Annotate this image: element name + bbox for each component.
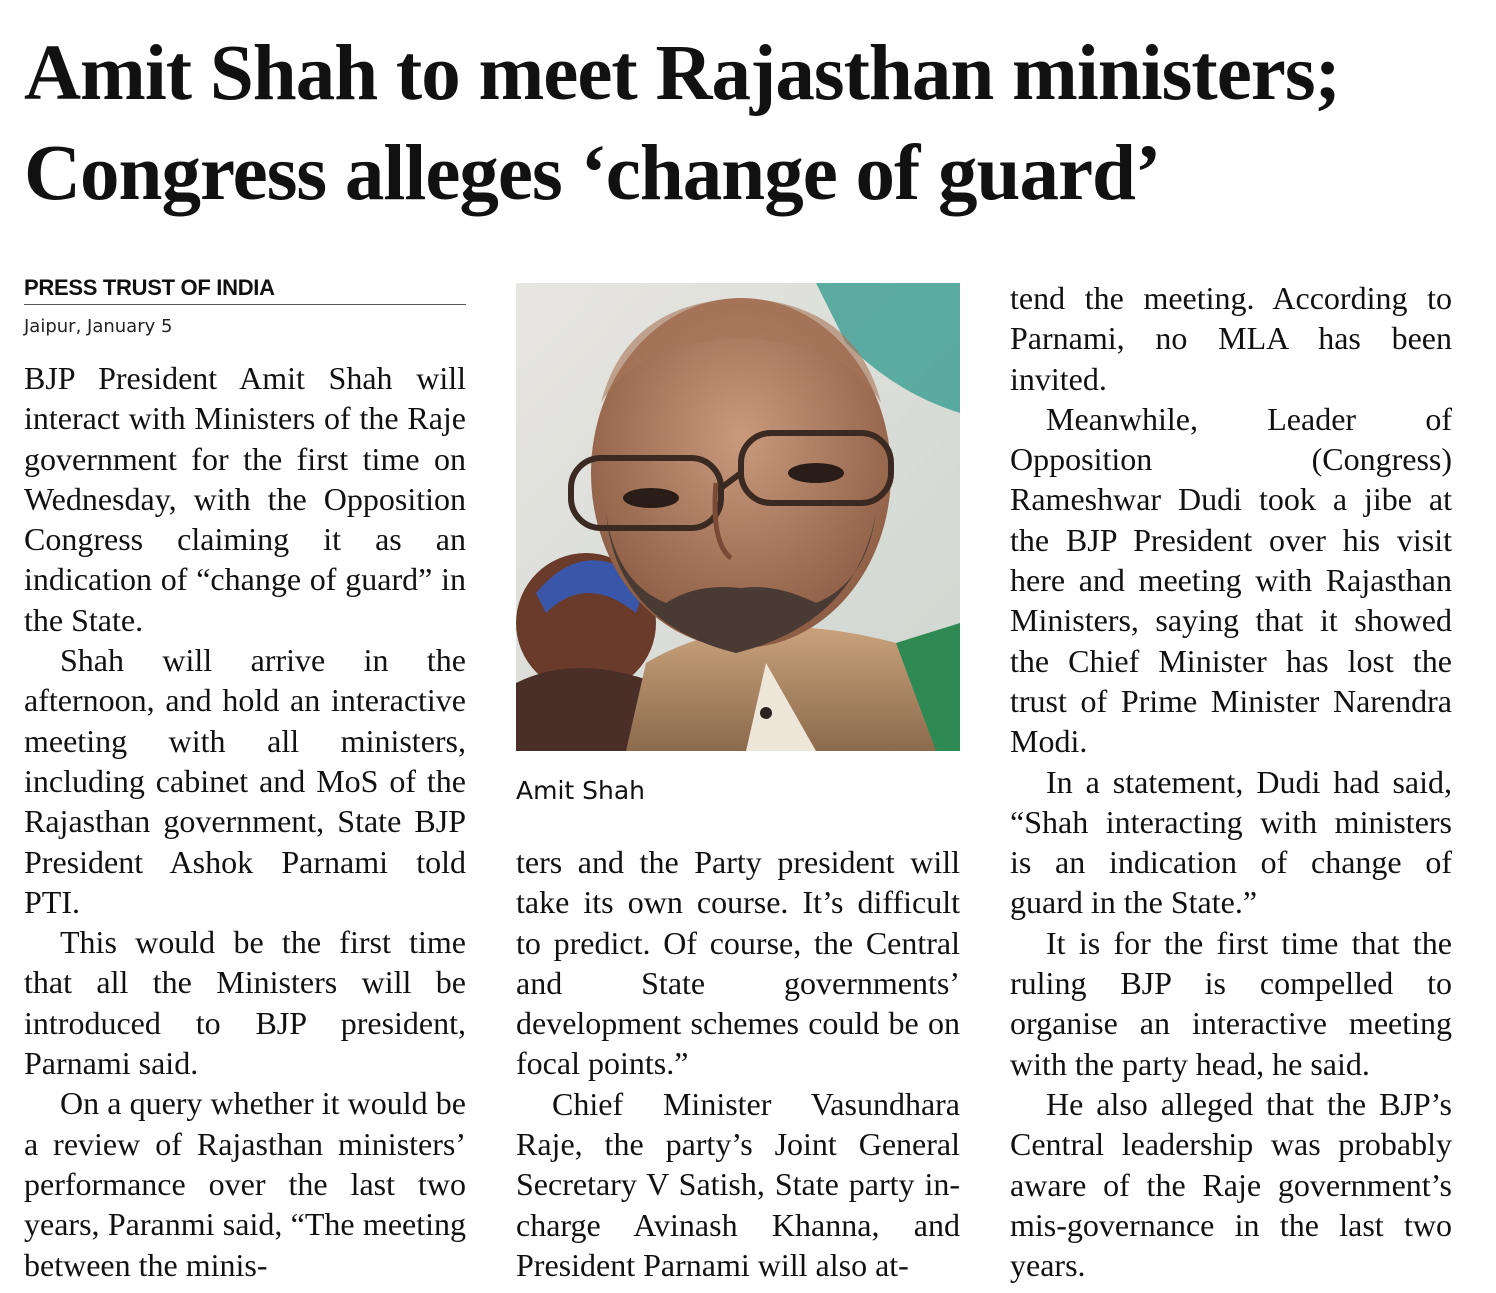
paragraph: Shah will arrive in the afternoon, and hold an interactive meeting with all ministers, including cabinet and MoS of the Rajasthan government, State BJP President Ashok Parnami told PTI. — [24, 642, 466, 920]
byline: PRESS TRUST OF INDIA — [24, 274, 466, 305]
paragraph: BJP President Amit Shah will interact with Ministers of the Raje government for the first time on Wednesday, with the Opposition Congress claiming it as an indication of “change of guard” in the State. — [24, 360, 466, 638]
article-column-3 — [1010, 278, 1452, 1285]
photo-amit-shah — [516, 283, 960, 751]
paragraph: In a statement, Dudi had said, “Shah interacting with ministers is an indication of change of guard in the State.” — [1010, 763, 1452, 921]
paragraph: This would be the first time that all the Ministers will be introduced to BJP president, Parnami said. — [24, 924, 466, 1082]
article-column-1 — [24, 358, 466, 1285]
headline-line-1: Amit Shah to meet Rajasthan ministers; — [24, 30, 1340, 117]
headline-line-2: Congress alleges ‘change of guard’ — [24, 130, 1161, 217]
paragraph: Chief Minister Vasundhara Raje, the party’s Joint General Secretary V Satish, State party in-charge Avinash Khanna, and President Parnami will also at- — [516, 1085, 960, 1283]
paragraph: On a query whether it would be a review of Rajasthan ministers’ performance over the last two years, Paranmi said, “The meeting between the minis- — [24, 1085, 466, 1283]
article-column-2 — [516, 842, 960, 1285]
paragraph: tend the meeting. According to Parnami, no MLA has been invited. — [1010, 280, 1452, 397]
paragraph: He also alleged that the BJP’s Central leadership was probably aware of the Raje government’s mis-governance in the last two years. — [1010, 1085, 1452, 1284]
photo-caption: Amit Shah — [516, 776, 646, 805]
paragraph: Meanwhile, Leader of Opposition (Congress) Rameshwar Dudi took a jibe at the BJP President over his visit here and meeting with Rajasthan Ministers, saying that it showed the Chief Minister has lost the trust of Prime Minister Narendra Modi. — [1010, 400, 1452, 760]
paragraph: ters and the Party president will take its own course. It’s difficult to predict. Of course, the Central and State governments’ development schemes could be on focal points.” — [516, 844, 960, 1082]
paragraph: It is for the first time that the ruling BJP is compelled to organise an interactive meeting with the party head, he said. — [1010, 924, 1452, 1082]
headline — [24, 24, 1464, 224]
dateline: Jaipur, January 5 — [24, 316, 173, 337]
